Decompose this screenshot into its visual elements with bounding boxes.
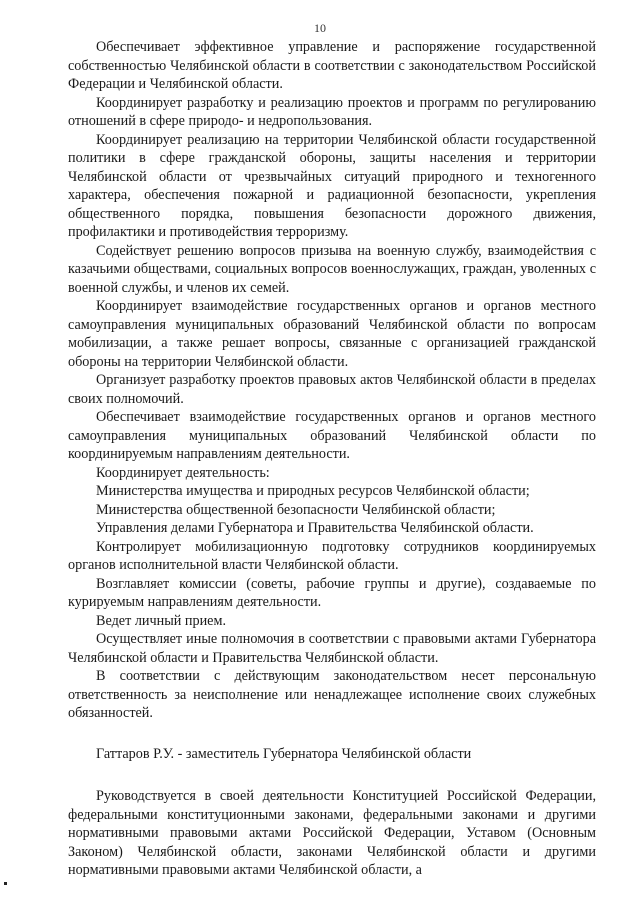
scan-mark [4, 882, 7, 885]
document-body [68, 38, 596, 880]
paragraph-mobilization: Координирует взаимодействие государственных органов и органов местного самоуправления муниципальных образований Челябинской области по вопросам мобилизации, а также решает вопросы, связанные с организацией гражданской обороны на территории Челябинской области. [68, 298, 596, 370]
paragraph-administration: Управления делами Губернатора и Правительства Челябинской области. [96, 520, 534, 536]
paragraph-other-powers: Осуществляет иные полномочия в соответствии с правовыми актами Губернатора Челябинской области и Правительства Челябинской области. [68, 631, 596, 666]
page-number: 10 [314, 21, 326, 35]
section-paragraph: Руководствуется в своей деятельности Конституцией Российской Федерации, федеральными конституционными законами, федеральными законами и другими нормативными правовыми актами Российской Федерации, Уставом (Основным Законом) Челябинской области, законами Челябинской области и другими нормативными правовыми актами Челябинской области, а [68, 788, 596, 878]
paragraph-commissions: Возглавляет комиссии (советы, рабочие группы и другие), создаваемые по курируемым направлениям деятельности. [68, 575, 596, 610]
paragraph-personal-reception: Ведет личный прием. [96, 612, 227, 629]
paragraph-interaction: Обеспечивает взаимодействие государственных органов и органов местного самоуправления муниципальных образований Челябинской области по координируемым направлениям деятельности. [68, 409, 596, 462]
paragraph-legal-acts: Организует разработку проектов правовых актов Челябинской области в пределах своих полномочий. [68, 372, 596, 407]
paragraph-ministry-property: Министерства имущества и природных ресурсов Челябинской области; [96, 483, 530, 499]
paragraph-nature-use-programs: Координирует разработку и реализацию проектов и программ по регулированию отношений в сфере природо- и недропользования. [68, 94, 596, 129]
paragraph-mobilization-training: Контролирует мобилизационную подготовку сотрудников координируемых органов исполнительной власти Челябинской области. [68, 538, 596, 573]
paragraph-property-management: Обеспечивает эффективное управление и распоряжение государственной собственностью Челябинской области в соответствии с законодательством Российской Федерации и Челябинской области. [68, 39, 596, 92]
paragraph-military-service: Содействует решению вопросов призыва на военную службу, взаимодействия с казачьими обществами, социальных вопросов военнослужащих, граждан, уволенных с военной службы, и членов их семей. [68, 242, 596, 296]
paragraph-responsibility: В соответствии с действующим законодательством несет персональную ответственность за неисполнение или ненадлежащее исполнение своих служебных обязанностей. [68, 668, 596, 721]
section-heading: Гаттаров Р.У. - заместитель Губернатора Челябинской области [96, 745, 472, 762]
paragraph-coordinates-activity: Координирует деятельность: [96, 464, 270, 481]
paragraph-civil-defense-policy: Координирует реализацию на территории Челябинской области государственной политики в сфере гражданской обороны, защиты населения и территории Челябинской области от чрезвычайных ситуаций природного и техногенного характера, обеспечения пожарной и радиационной безопасности, укрепления общественного порядка, повышения безопасности дорожного движения, профилактики и противодействия терроризму. [68, 131, 596, 240]
paragraph-ministry-security: Министерства общественной безопасности Челябинской области; [96, 501, 496, 518]
